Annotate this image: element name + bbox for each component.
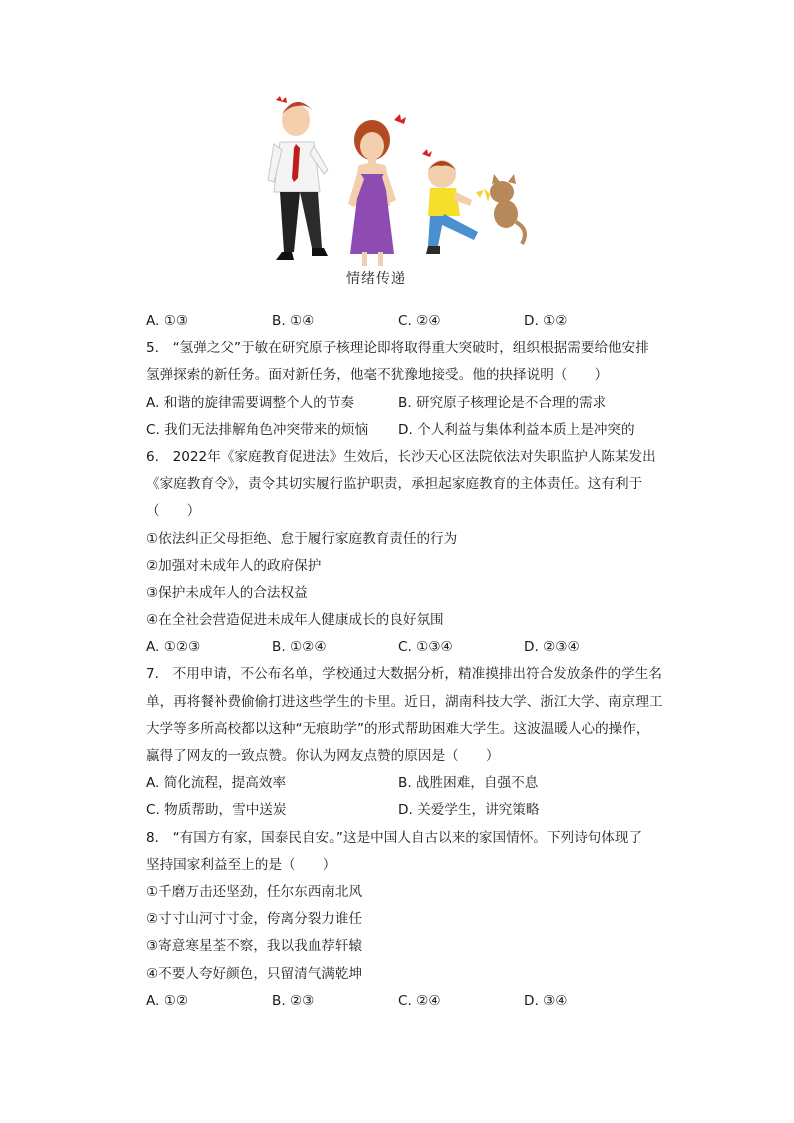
q6-item-1: ①依法纠正父母拒绝、怠于履行家庭教育责任的行为 bbox=[146, 530, 458, 547]
q6-option-b[interactable]: B. ①②④ bbox=[272, 639, 327, 656]
q8-item-3: ③寄意寒星荃不察，我以我血荐轩辕 bbox=[146, 938, 363, 955]
q7-option-c[interactable]: C. 物质帮助，雪中送炭 bbox=[146, 802, 287, 819]
q8-item-2: ②寸寸山河寸寸金，侉离分裂力谁任 bbox=[146, 911, 363, 928]
q6-item-4: ④在全社会营造促进未成年人健康成长的良好氛围 bbox=[146, 612, 444, 629]
q7-option-d[interactable]: D. 关爱学生，讲究策略 bbox=[398, 802, 540, 819]
q6-option-c[interactable]: C. ①③④ bbox=[398, 639, 453, 656]
q8-option-d[interactable]: D. ③④ bbox=[524, 992, 568, 1009]
q8-options bbox=[146, 988, 686, 1015]
q7-stem-line-1: 7. 不用申请，不公布名单，学校通过大数据分析，精准摸排出符合发放条件的学生名 bbox=[146, 666, 662, 683]
cat-figure bbox=[476, 174, 525, 244]
q8-item-4: ④不要人夸好颜色，只留清气满乾坤 bbox=[146, 965, 363, 982]
q5-options-row-2 bbox=[146, 417, 686, 444]
q8-stem-line-1: 8. “有国方有家，国泰民自安。”这是中国人自古以来的家国情怀。下列诗句体现了 bbox=[146, 829, 643, 846]
q8-option-c[interactable]: C. ②④ bbox=[398, 992, 441, 1009]
q6-stem-line-1: 6. 2022年《家庭教育促进法》生效后，长沙天心区法院依法对失职监护人陈某发出 bbox=[146, 448, 656, 465]
q4-options bbox=[146, 308, 686, 335]
q5-option-b[interactable]: B. 研究原子核理论是不合理的需求 bbox=[398, 394, 607, 411]
q7-stem-line-2: 单，再将餐补费偷偷打进这些学生的卡里。近日，湖南科技大学、浙江大学、南京理工 bbox=[146, 693, 663, 710]
angry-woman-figure bbox=[348, 114, 406, 266]
q6-options bbox=[146, 634, 686, 661]
q5-stem-line-1: 5. “氢弹之父”于敏在研究原子核理论即将取得重大突破时，组织根据需要给他安排 bbox=[146, 340, 649, 357]
q4-option-d[interactable]: D. ①② bbox=[524, 313, 568, 329]
q4-option-b[interactable]: B. ①④ bbox=[272, 313, 315, 329]
q8-option-b[interactable]: B. ②③ bbox=[272, 992, 315, 1009]
q7-option-a[interactable]: A. 简化流程，提高效率 bbox=[146, 775, 287, 792]
q5-option-a[interactable]: A. 和谐的旋律需要调整个人的节奏 bbox=[146, 394, 355, 411]
q8-stem-line-2: 坚持国家利益至上的是（ ） bbox=[146, 856, 337, 873]
figure-caption: 情绪传递 bbox=[346, 271, 406, 287]
q7-option-b[interactable]: B. 战胜困难，自强不息 bbox=[398, 775, 539, 792]
q7-options-row-2 bbox=[146, 797, 686, 824]
q6-option-d[interactable]: D. ②③④ bbox=[524, 639, 580, 656]
q5-options-row-1 bbox=[146, 390, 686, 417]
q7-options-row-1 bbox=[146, 770, 686, 797]
q5-option-d[interactable]: D. 个人利益与集体利益本质上是冲突的 bbox=[398, 421, 635, 438]
q4-option-c[interactable]: C. ②④ bbox=[398, 313, 441, 329]
q6-stem-line-3: （ ） bbox=[146, 503, 201, 520]
q7-stem-line-4: 赢得了网友的一致点赞。你认为网友点赞的原因是（ ） bbox=[146, 748, 500, 764]
q5-stem-line-2: 氢弹探索的新任务。面对新任务，他毫不犹豫地接受。他的抉择说明（ ） bbox=[146, 367, 609, 384]
q7-stem-line-3: 大学等多所高校都以这种“无痕助学”的形式帮助困难大学生。这波温暖人心的操作， bbox=[146, 720, 650, 737]
q4-option-a[interactable]: A. ①③ bbox=[146, 313, 189, 329]
q8-item-1: ①千磨万击还坚劲，任尔东西南北风 bbox=[146, 883, 363, 900]
q6-option-a[interactable]: A. ①②③ bbox=[146, 639, 201, 656]
q5-option-c[interactable]: C. 我们无法排解角色冲突带来的烦恼 bbox=[146, 421, 369, 438]
q8-option-a[interactable]: A. ①② bbox=[146, 992, 189, 1009]
angry-boy-figure bbox=[422, 149, 478, 254]
q6-stem-line-2: 《家庭教育令》，责令其切实履行监护职责，承担起家庭教育的主体责任。这有利于 bbox=[146, 476, 643, 493]
q6-item-2: ②加强对未成年人的政府保护 bbox=[146, 557, 322, 574]
emotion-transfer-illustration bbox=[262, 92, 532, 270]
angry-man-figure bbox=[268, 96, 328, 260]
question-content bbox=[146, 308, 686, 1015]
q6-item-3: ③保护未成年人的合法权益 bbox=[146, 584, 308, 601]
